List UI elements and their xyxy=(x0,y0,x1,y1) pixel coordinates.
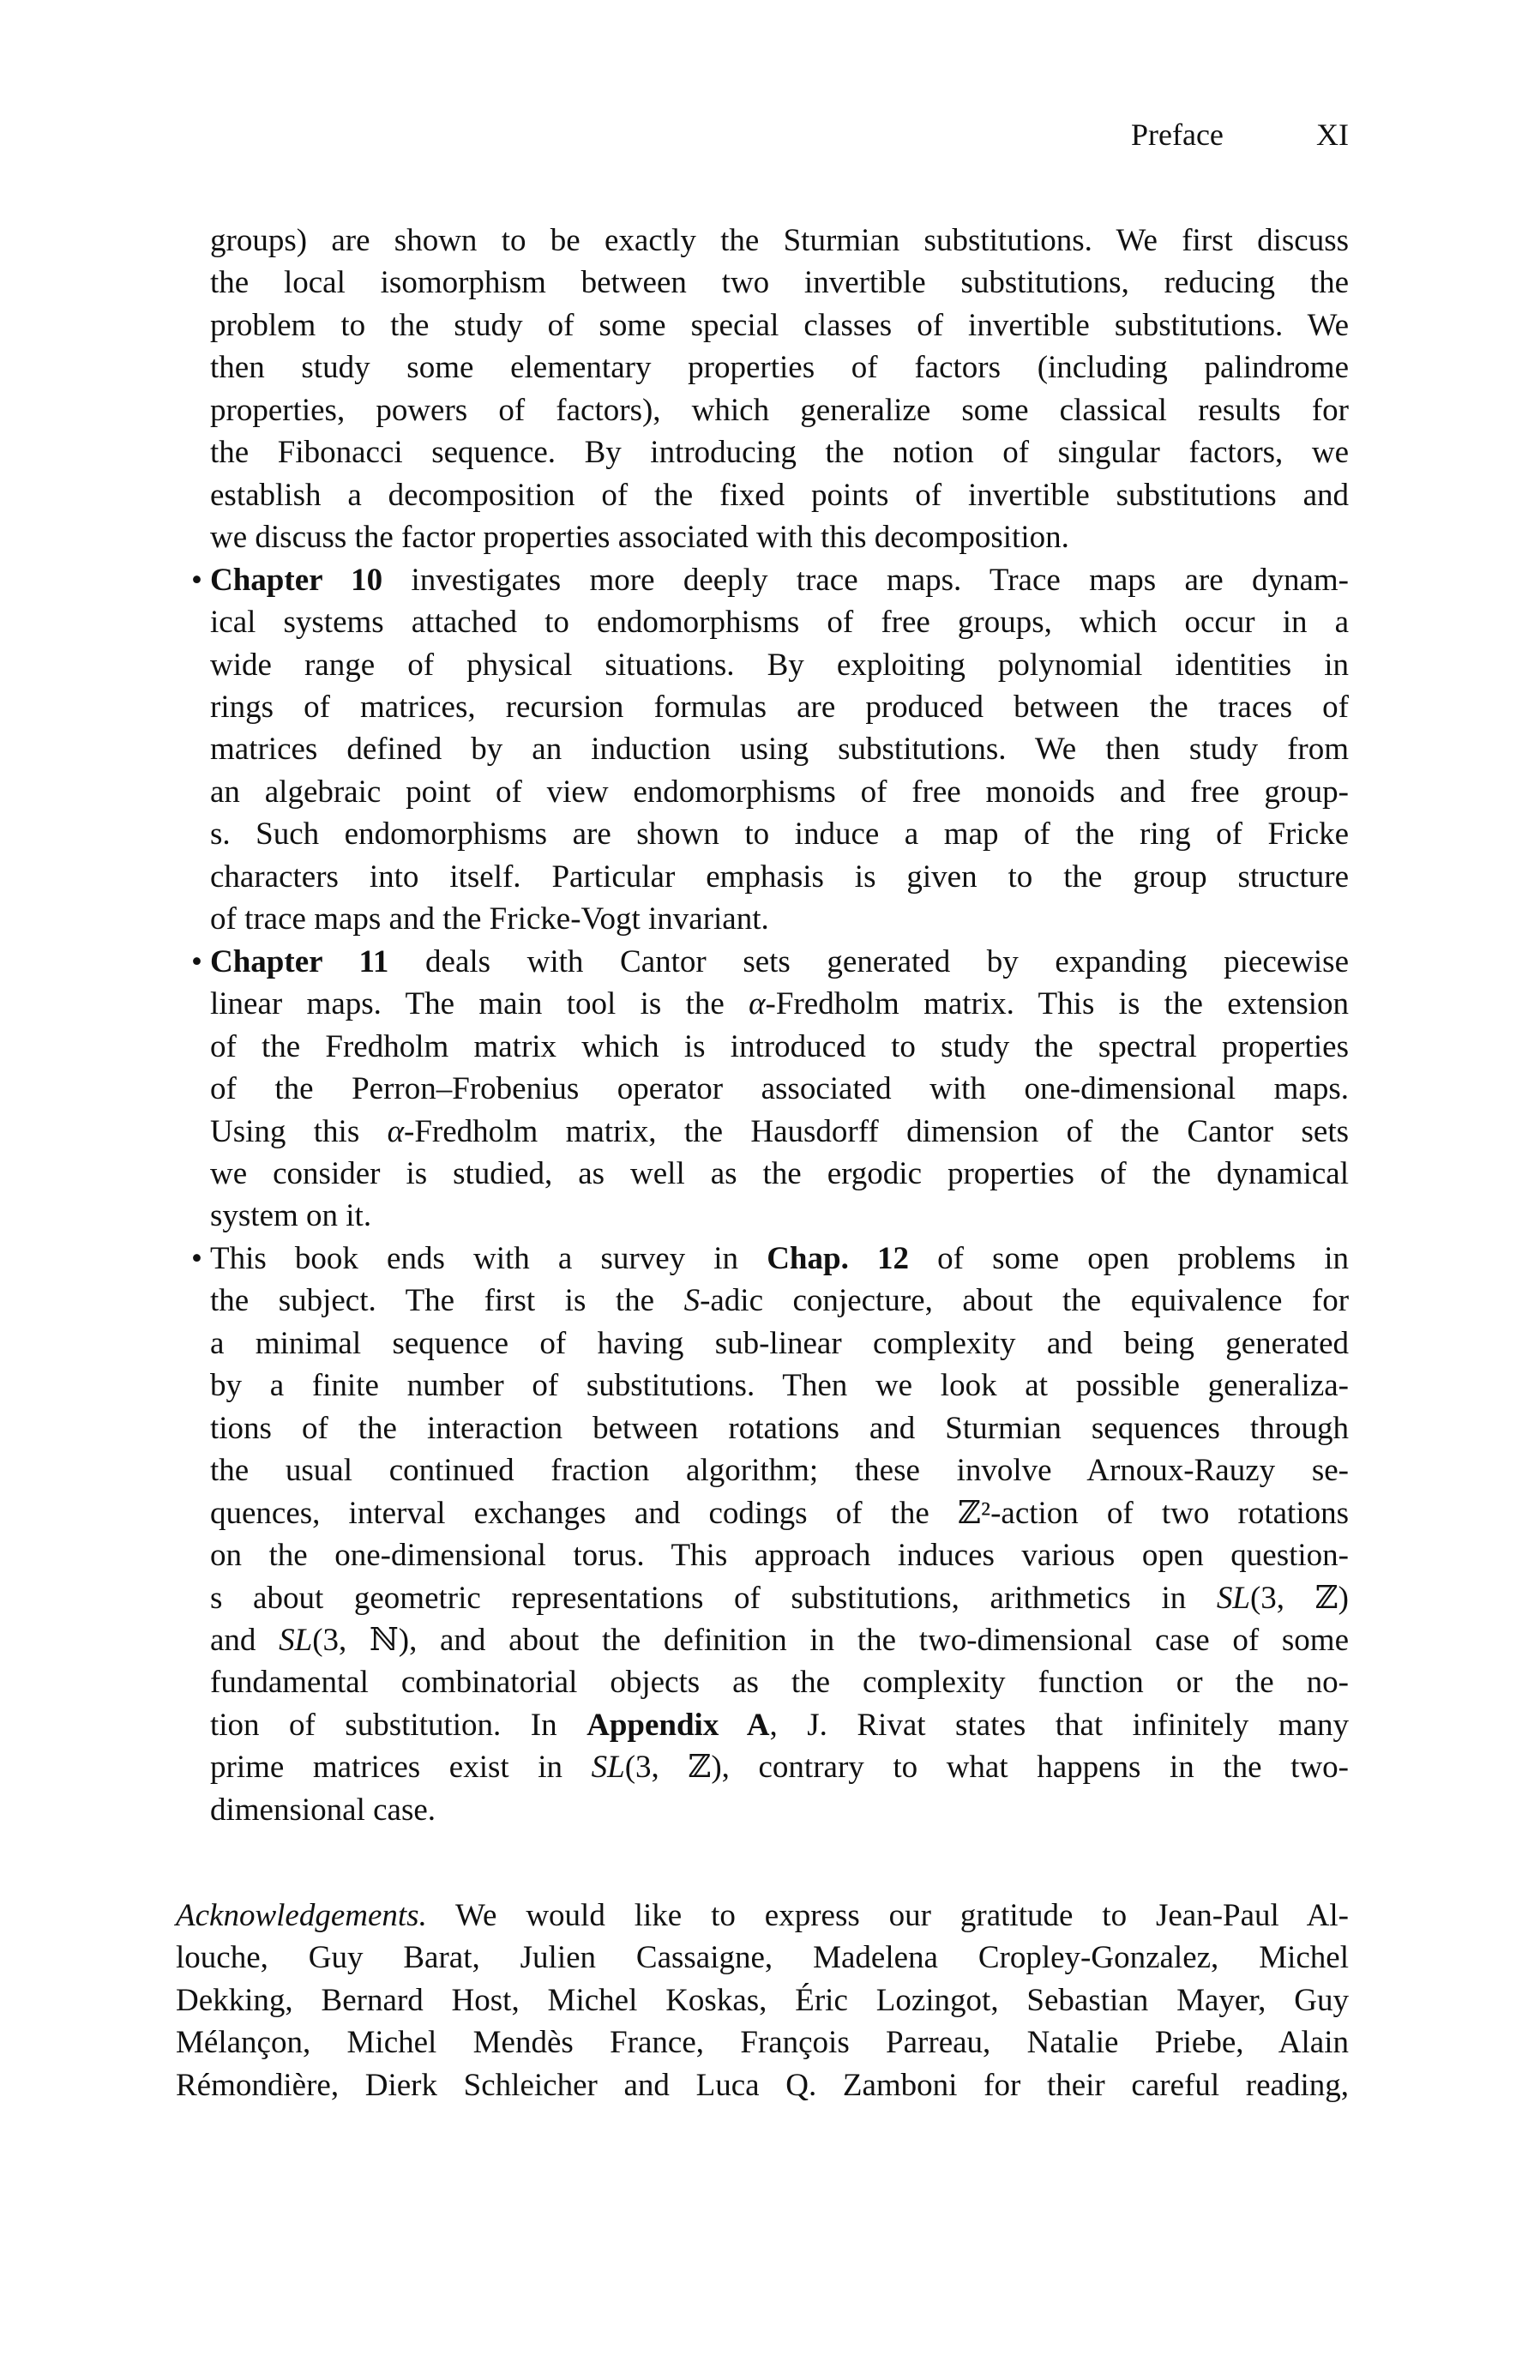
text-line xyxy=(176,1280,1349,1322)
text-run: the local isomorphism between two invertible substitutions, reducing the xyxy=(210,265,1349,301)
text-line xyxy=(176,1111,1349,1153)
text-run: fundamental combinatorial objects as the complexity function or the no- xyxy=(210,1665,1349,1701)
italic-term: α xyxy=(749,986,766,1022)
text-run: (3, ℕ), and about the definition in the two-dimensional case of some xyxy=(312,1622,1349,1658)
page-number: XI xyxy=(1316,117,1349,152)
text-line xyxy=(176,1365,1349,1407)
text-line xyxy=(176,304,1349,346)
text-run: wide range of physical situations. By exploiting polynomial identities in xyxy=(210,647,1349,683)
text-run: system on it. xyxy=(210,1198,372,1234)
text-line xyxy=(176,1068,1349,1110)
text-run: linear maps. The main tool is the xyxy=(210,986,749,1022)
italic-term: SL xyxy=(279,1622,313,1658)
text-line xyxy=(176,1195,1349,1237)
text-line xyxy=(176,644,1349,686)
text-line xyxy=(176,1026,1349,1068)
text-run: s about geometric representations of substitutions, arithmetics in xyxy=(210,1580,1217,1616)
chapter-summary-list xyxy=(176,220,1349,1831)
text-run: of the Perron–Frobenius operator associated with one-dimensional maps. xyxy=(210,1071,1349,1107)
text-run: prime matrices exist in xyxy=(210,1750,592,1786)
bold-term: Appendix A xyxy=(587,1707,770,1743)
text-run: of the Fredholm matrix which is introduced to study the spectral properties xyxy=(210,1028,1349,1064)
text-run: we consider is studied, as well as the ergodic properties of the dynamical xyxy=(210,1155,1349,1191)
text-line xyxy=(176,898,1349,940)
text-line xyxy=(176,856,1349,898)
text-run: s. Such endomorphisms are shown to induce a map of the ring of Fricke xyxy=(210,816,1349,853)
italic-term: α xyxy=(387,1113,405,1149)
text-line xyxy=(176,220,1349,262)
italic-term: SL xyxy=(1216,1580,1250,1616)
text-run: of trace maps and the Fricke-Vogt invariant. xyxy=(210,901,769,937)
text-run: matrices defined by an induction using substitutions. We then study from xyxy=(210,732,1349,768)
text-run: an algebraic point of view endomorphisms of free monoids and free group- xyxy=(210,774,1349,810)
text-line xyxy=(176,431,1349,473)
bold-term: Chap. 12 xyxy=(767,1240,909,1276)
text-line xyxy=(176,2021,1349,2064)
text-run: groups) are shown to be exactly the Sturmian substitutions. We first discuss xyxy=(210,223,1349,258)
text-line xyxy=(176,1534,1349,1576)
text-run: on the one-dimensional torus. This approach induces various open question- xyxy=(210,1538,1349,1574)
text-run: establish a decomposition of the fixed points of invertible substitutions and xyxy=(210,477,1349,513)
text-run: dimensional case. xyxy=(210,1792,436,1828)
text-line xyxy=(176,1449,1349,1491)
text-run: we discuss the factor properties associated with this decomposition. xyxy=(210,520,1069,556)
running-header-title: Preface xyxy=(1131,117,1224,152)
italic-term: Acknowledgements. xyxy=(176,1898,427,1933)
text-run: then study some elementary properties of factors (including palindrome xyxy=(210,350,1349,386)
text-run: characters into itself. Particular emphasis is given to the group structure xyxy=(210,859,1349,895)
text-run: Mélançon, Michel Mendès France, François Parreau, Natalie Priebe, Alain xyxy=(176,2025,1349,2061)
text-line xyxy=(176,728,1349,770)
bullet-icon: • xyxy=(191,562,202,598)
bullet-icon: • xyxy=(191,943,202,979)
text-run: and xyxy=(210,1622,280,1658)
text-line xyxy=(176,389,1349,431)
bullet-icon: • xyxy=(191,1240,202,1276)
text-run: ical systems attached to endomorphisms of free groups, which occur in a xyxy=(210,605,1349,641)
bold-term: Chapter 10 xyxy=(210,562,383,598)
text-run: We would like to express our gratitude to Jean-Paul Al- xyxy=(426,1898,1349,1933)
italic-term: S xyxy=(683,1283,701,1319)
text-line xyxy=(176,983,1349,1025)
text-line xyxy=(176,1937,1349,1979)
text-line xyxy=(176,686,1349,728)
text-run: the usual continued fraction algorithm; these involve Arnoux-Rauzy se- xyxy=(210,1453,1349,1489)
text-line xyxy=(176,516,1349,558)
text-run: louche, Guy Barat, Julien Cassaigne, Madelena Cropley-Gonzalez, Michel xyxy=(176,1940,1349,1976)
text-line xyxy=(176,1577,1349,1619)
text-run: quences, interval exchanges and codings of the ℤ²-action of two rotations xyxy=(210,1495,1349,1531)
text-run: the subject. The first is the xyxy=(210,1283,684,1319)
text-line xyxy=(176,1407,1349,1449)
text-line xyxy=(176,1661,1349,1703)
text-line xyxy=(176,1895,1349,1937)
text-run: Using this xyxy=(210,1113,388,1149)
text-line xyxy=(176,941,1349,983)
text-line xyxy=(176,1238,1349,1280)
text-run: , J. Rivat states that infinitely many xyxy=(769,1707,1349,1743)
text-run: the Fibonacci sequence. By introducing the notion of singular factors, we xyxy=(210,435,1349,471)
text-run: a minimal sequence of having sub-linear complexity and being generated xyxy=(210,1325,1349,1361)
text-line xyxy=(176,559,1349,601)
text-run: (3, ℤ), contrary to what happens in the two- xyxy=(624,1750,1349,1786)
text-run: This book ends with a survey in xyxy=(210,1240,767,1276)
text-line xyxy=(176,771,1349,813)
text-line xyxy=(176,346,1349,389)
text-run: tions of the interaction between rotations and Sturmian sequences through xyxy=(210,1410,1349,1446)
text-run: -Fredholm matrix. This is the extension xyxy=(765,986,1349,1022)
text-line xyxy=(176,813,1349,855)
text-line xyxy=(176,262,1349,304)
bold-term: Chapter 11 xyxy=(210,943,389,979)
text-line xyxy=(176,474,1349,516)
text-run: rings of matrices, recursion formulas are produced between the traces of xyxy=(210,689,1349,725)
text-line xyxy=(176,1323,1349,1365)
text-run: -adic conjecture, about the equivalence for xyxy=(700,1283,1350,1319)
text-run: properties, powers of factors), which generalize some classical results for xyxy=(210,392,1349,428)
text-line xyxy=(176,1746,1349,1788)
text-line xyxy=(176,1979,1349,2021)
text-run: by a finite number of substitutions. Then we look at possible generaliza- xyxy=(210,1368,1349,1404)
text-run: (3, ℤ) xyxy=(1249,1580,1349,1616)
text-line xyxy=(176,2064,1349,2106)
text-line xyxy=(176,1492,1349,1534)
text-run: tion of substitution. In xyxy=(210,1707,587,1743)
italic-term: SL xyxy=(591,1750,625,1786)
text-run: Rémondière, Dierk Schleicher and Luca Q. Zamboni for their careful reading, xyxy=(176,2067,1349,2103)
text-run: problem to the study of some special classes of invertible substitutions. We xyxy=(210,307,1349,343)
text-run: of some open problems in xyxy=(908,1240,1349,1276)
text-line xyxy=(176,1789,1349,1831)
text-run: investigates more deeply trace maps. Trace maps are dynam- xyxy=(382,562,1350,598)
text-line xyxy=(176,1153,1349,1195)
text-line xyxy=(176,601,1349,643)
text-line xyxy=(176,1619,1349,1661)
text-run: Dekking, Bernard Host, Michel Koskas, Éric Lozingot, Sebastian Mayer, Guy xyxy=(176,1982,1349,2018)
text-run: deals with Cantor sets generated by expanding piecewise xyxy=(388,943,1349,979)
acknowledgements-paragraph xyxy=(176,1895,1349,2106)
text-run: -Fredholm matrix, the Hausdorff dimension of the Cantor sets xyxy=(404,1113,1349,1149)
text-line xyxy=(176,1704,1349,1746)
